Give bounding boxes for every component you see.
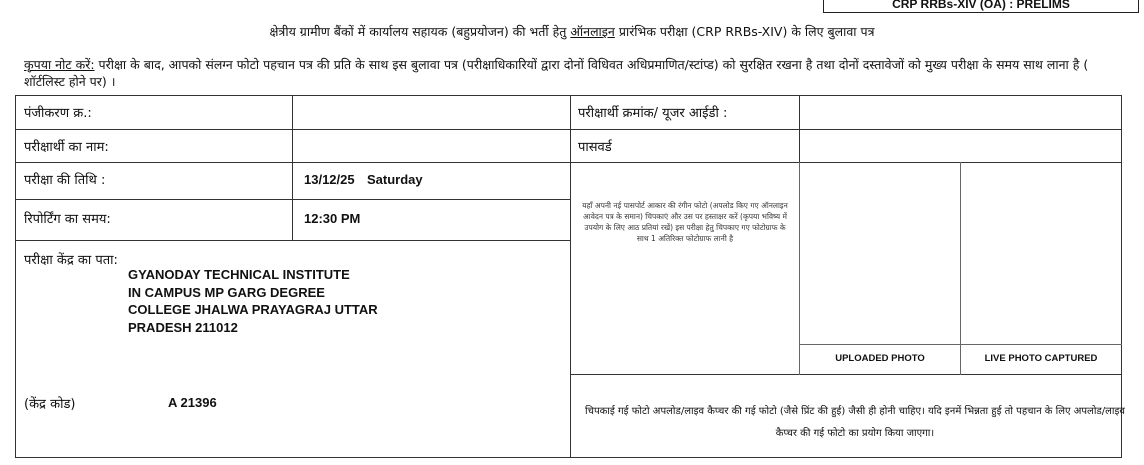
registration-label: पंजीकरण क्र.: bbox=[24, 106, 92, 121]
exam-date-value: 13/12/25 bbox=[304, 172, 355, 187]
centre-code-value: A 21396 bbox=[168, 395, 217, 410]
reporting-time-value: 12:30 PM bbox=[304, 211, 361, 226]
venue-address-line: IN CAMPUS MP GARG DEGREE bbox=[128, 284, 325, 300]
exam-date-label: परीक्षा की तिथि : bbox=[24, 173, 106, 188]
photo-paste-instruction: यहाँ अपनी नई पासपोर्ट आकार की रंगीन फोटो (अपलोड किए गए ऑनलाइन आवेदन पत्र के समान) चिपकाएं और उस पर हस्ताक्षर करें (कृपया भविष्य में उपयोग के लिए आठ प्रतियां रखें) इस परीक्षा हेतु चिपकाए गए फोटोग्राफ के साथ 1 अतिरिक्त फोटोग्राफ लानी है bbox=[582, 201, 788, 243]
venue-address bbox=[128, 266, 378, 336]
notice-text: परीक्षा के बाद, आपको संलग्न फोटो पहचान पत्र की प्रति के साथ इस बुलावा पत्र (परीक्षाधिकारियों द्वारा दोनों विधिवत अधिप्रमाणित/स्टांप्ड) को सुरक्षित रखना है तथा दोनों दस्तावेजों को मुख्य परीक्षा के समय साथ लाना है ( शॉर्टलिस्ट होने पर) । bbox=[24, 57, 1089, 89]
venue-label: परीक्षा केंद्र का पता: bbox=[24, 253, 118, 268]
page-title bbox=[0, 23, 1144, 40]
photo-verification-note: चिपकाई गई फोटो अपलोड/लाइव कैप्चर की गई फोटो (जैसे प्रिंट की हुई) जैसी ही होनी चाहिए। यदि इनमें भिन्नता हुई तो पहचान के लिए अपलोड/लाइव कैप्चर की गई फोटो का प्रयोग किया जाएगा। bbox=[585, 406, 1125, 439]
centre-code-label: (केंद्र कोड) bbox=[24, 397, 76, 412]
exam-day-value: Saturday bbox=[367, 172, 423, 187]
uploaded-photo-caption: UPLOADED PHOTO bbox=[835, 353, 925, 364]
roll-number-label: परीक्षार्थी क्रमांक/ यूजर आईडी : bbox=[578, 106, 728, 121]
venue-address-line: GYANODAY TECHNICAL INSTITUTE bbox=[128, 267, 350, 282]
venue-address-line: PRADESH 211012 bbox=[128, 319, 238, 335]
title-online-underlined: ऑनलाइन bbox=[570, 24, 615, 39]
live-photo-caption: LIVE PHOTO CAPTURED bbox=[984, 353, 1098, 364]
reporting-time-label: रिपोर्टिंग का समय: bbox=[24, 212, 111, 227]
candidate-name-label: परीक्षार्थी का नाम: bbox=[24, 140, 109, 155]
password-label: पासवर्ड bbox=[578, 140, 612, 155]
title-part-1: क्षेत्रीय ग्रामीण बैंकों में कार्यालय सहायक (बहुप्रयोजन) की भर्ती हेतु bbox=[269, 24, 571, 39]
notice-paragraph bbox=[24, 56, 1124, 90]
title-part-2: प्रारंभिक परीक्षा (CRP RRBs-XIV) के लिए बुलावा पत्र bbox=[614, 24, 875, 39]
notice-label: कृपया नोट करें: bbox=[24, 57, 95, 72]
venue-address-line: COLLEGE JHALWA PRAYAGRAJ UTTAR bbox=[128, 302, 378, 317]
exam-code-box: CRP RRBs-XIV (OA) : PRELIMS bbox=[823, 0, 1139, 13]
